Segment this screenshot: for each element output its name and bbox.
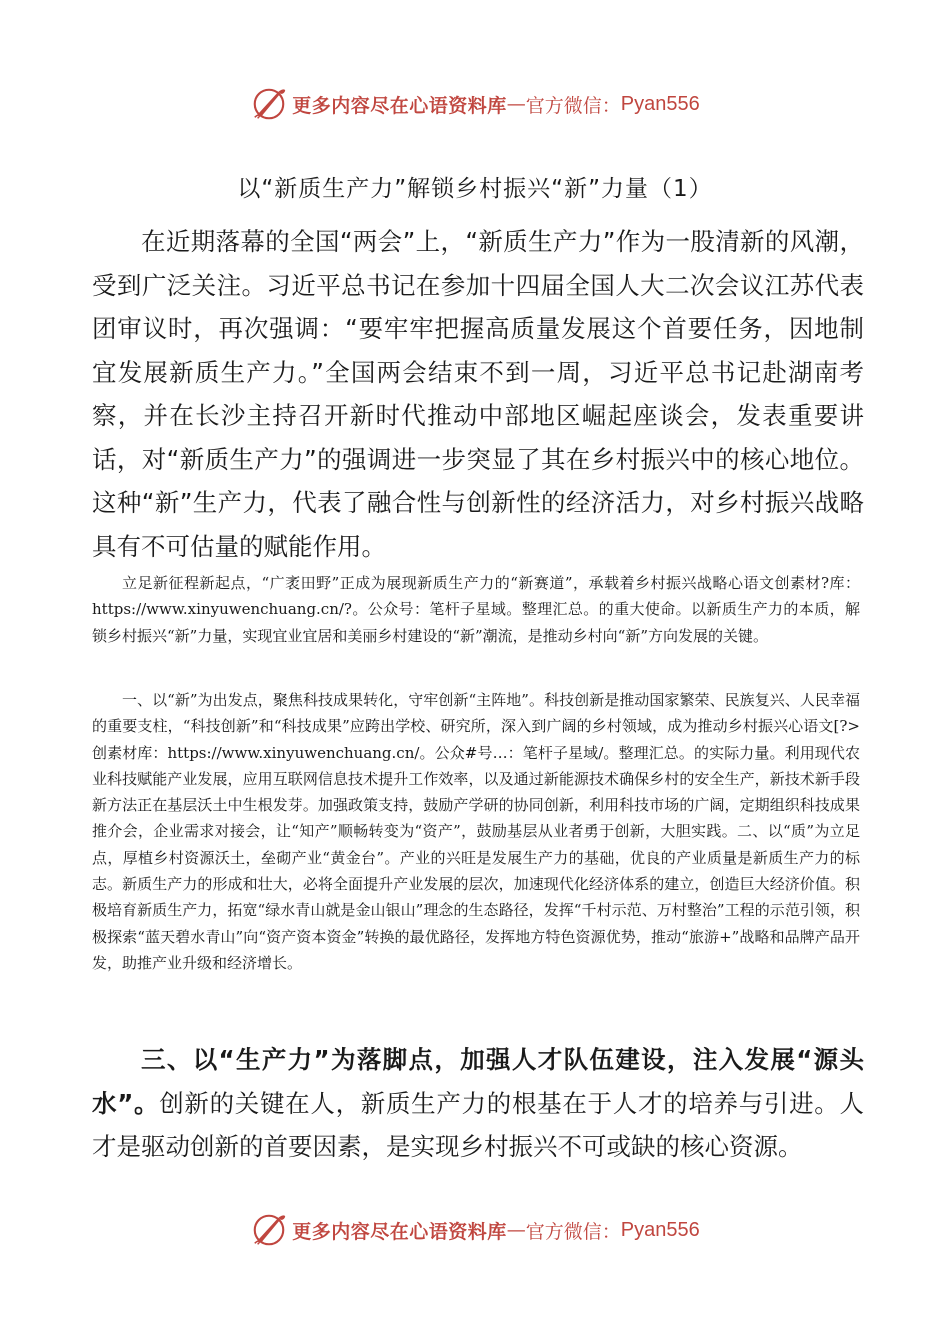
section-three-body: 创新的关键在人，新质生产力的根基在于人才的培养与引进。人才是驱动创新的首要因素，是实现乡村振兴不可或缺的核心资源。 [92, 1088, 865, 1161]
paragraph-sections-one-two: 一、以“新”为出发点，聚焦科技成果转化，守牢创新“主阵地”。科技创新是推动国家繁荣、民族复兴、人民幸福的重要支柱，“科技创新”和“科技成果”应跨出学校、研究所，深入到广阔的乡村领域，成为推动乡村振兴心语文[?>创素材库：https://www.xinyuwenchuang.cn/。公众#号…：笔杆子星域/。整理汇总。的实际力量。利用现代农业科技赋能产业发展，应用互联网信息技术提升工作效率，以及通过新能源技术确保乡村的安全生产，新技术新手段新方法正在基层沃土中生根发芽。加强政策支持，鼓励产学研的协同创新，利用科技市场的广阔，定期组织科技成果推介会，企业需求对接会，让“知产”顺畅转变为“资产”，鼓励基层从业者勇于创新，大胆实践。二、以“质”为立足点，厚植乡村资源沃土，垒砌产业“黄金台”。产业的兴旺是发展生产力的基础，优良的产业质量是新质生产力的标志。新质生产力的形成和壮大，必将全面提升产业发展的层次，加速现代化经济体系的建立，创造巨大经济价值。积极培育新质生产力，拓宽“绿水青山就是金山银山”理念的生态路径，发挥“千村示范、万村整治”工程的示范引领，积极探索“蓝天碧水青山”向“资产资本资金”转换的最优路径，发挥地方特色资源优势，推动“旅游+”战略和品牌产品开发，助推产业升级和经济增长。 [92, 691, 860, 972]
banner-separator: — [506, 93, 526, 115]
banner-wechat-id: Pyan556 [620, 92, 700, 115]
banner-brand-text: 更多内容尽在心语资料库 [292, 1220, 507, 1243]
banner-wechat-label: 官方微信： [525, 1220, 621, 1243]
banner-wechat-label: 官方微信： [525, 94, 621, 117]
quill-pen-logo-icon [250, 85, 288, 123]
footer-banner [0, 1210, 950, 1250]
banner-brand-text: 更多内容尽在心语资料库 [292, 94, 507, 117]
header-banner [0, 84, 950, 124]
quill-pen-logo-icon [250, 1211, 288, 1249]
banner-separator: — [506, 1219, 526, 1241]
paragraph-new-journey: 立足新征程新起点，“广袤田野”正成为展现新质生产力的“新赛道”，承载着乡村振兴战略心语文创素材?库：https://www.xinyuwenchuang.cn/?。公众号：笔杆子星域。整理汇总。的重大使命。以新质生产力的本质，解锁乡村振兴“新”力量，实现宜业宜居和美丽乡村建设的“新”潮流，是推动乡村向“新”方向发展的关键。 [92, 574, 860, 645]
banner-wechat-id: Pyan556 [620, 1218, 700, 1241]
document-title: 以“新质生产力”解锁乡村振兴“新”力量（1） [237, 176, 713, 202]
paragraph-section-three [92, 1038, 864, 1169]
paragraph-intro: 在近期落幕的全国“两会”上，“新质生产力”作为一股清新的风潮，受到广泛关注。习近平总书记在参加十四届全国人大二次会议江苏代表团审议时，再次强调：“要牢牢把握高质量发展这个首要任务，因地制宜发展新质生产力。”全国两会结束不到一周，习近平总书记赴湖南考察，并在长沙主持召开新时代推动中部地区崛起座谈会，发表重要讲话，对“新质生产力”的强调进一步突显了其在乡村振兴中的核心地位。这种“新”生产力，代表了融合性与创新性的经济活力，对乡村振兴战略具有不可估量的赋能作用。 [92, 227, 864, 561]
section-three-heading: 三、以“生产力”为落脚点，加强人才队伍建设，注入发展“源头水”。 [92, 1045, 864, 1118]
